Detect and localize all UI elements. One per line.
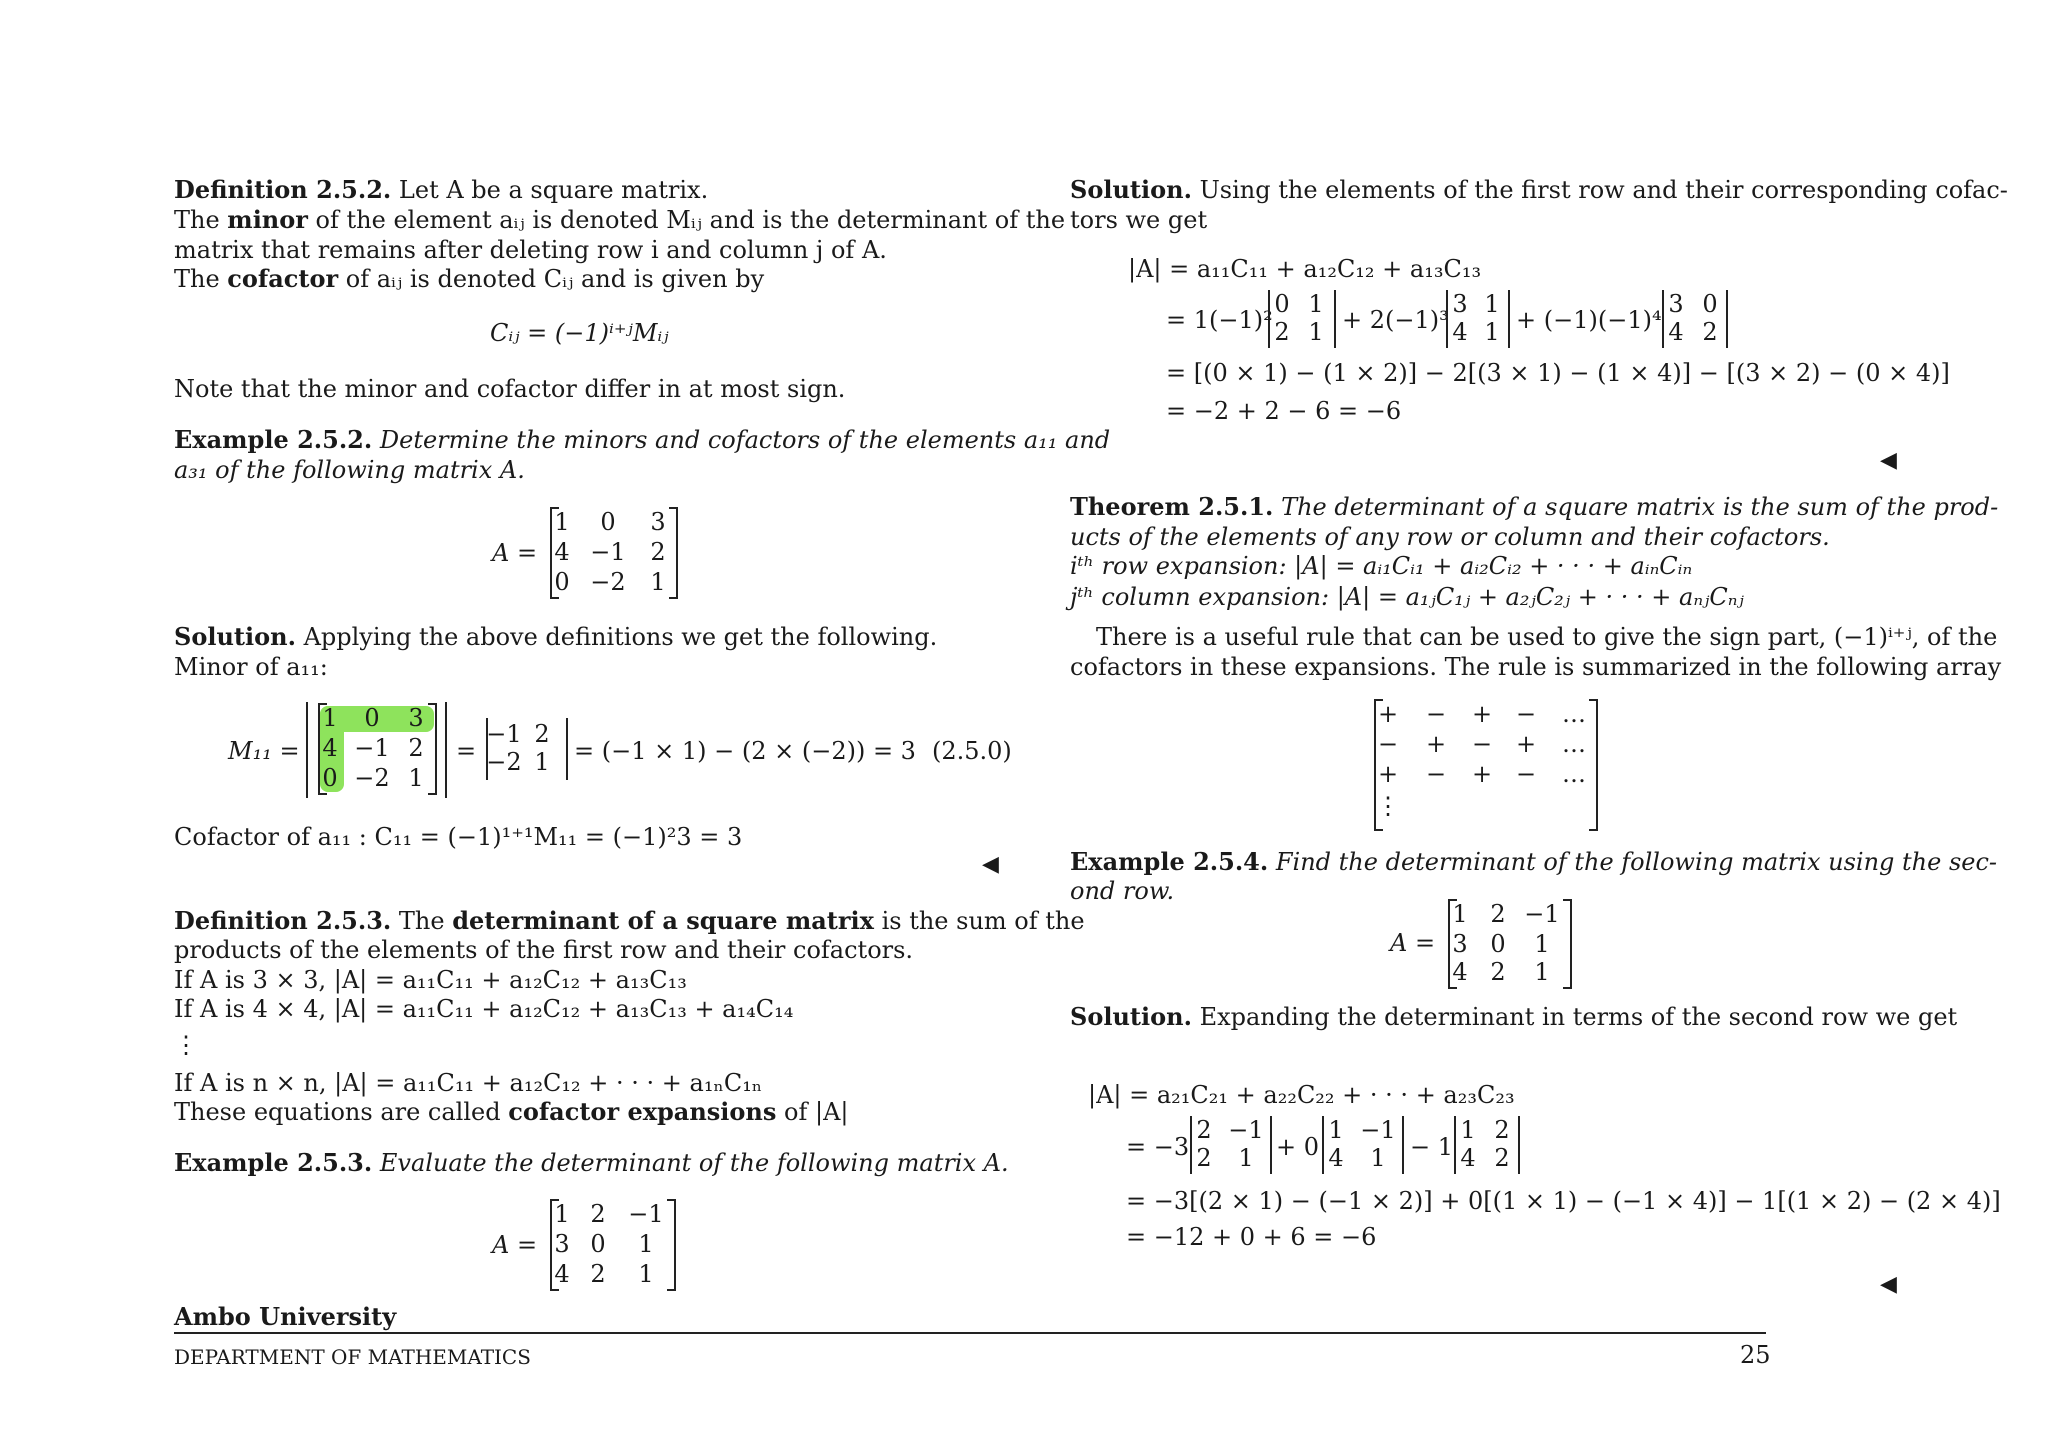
ex252-line1: Example 2.5.2. Determine the minors and cofactors of the elements a₁₁ and <box>174 425 1111 454</box>
matrix-cell: 0 <box>1702 290 1718 318</box>
sign-cell: − <box>1515 700 1537 728</box>
matrix-cell: 3 <box>408 704 424 732</box>
matrix-cell: 0 <box>600 508 616 536</box>
matrix-cell: 2 <box>590 1200 606 1228</box>
matrix-cell: 0 <box>590 1230 606 1258</box>
sign-cell: … <box>1562 700 1586 728</box>
cofactor-of-a11: Cofactor of a₁₁ : C₁₁ = (−1)¹⁺¹M₁₁ = (−1)²3 = 3 <box>174 823 743 851</box>
footer-rule <box>174 1332 1766 1334</box>
matrix-cell: 1 <box>638 1230 654 1258</box>
matrix-cell: 1 <box>1484 318 1500 346</box>
sign-cell: + <box>1425 730 1447 758</box>
matrix-cell: 0 <box>554 568 570 596</box>
matrix-cell: −1 <box>628 1200 664 1228</box>
sol1-eq2-coef3: + (−1)(−1)⁴ <box>1516 306 1662 334</box>
sol2-eq2-coef1: = −3 <box>1126 1133 1190 1161</box>
matrix-cell: −1 <box>590 538 626 566</box>
sol1-line1: Solution. Using the elements of the first row and their corresponding cofac- <box>1070 175 2008 204</box>
matrix-a-ex254 <box>1448 900 1572 988</box>
matrix-cell: 1 <box>650 568 666 596</box>
minor-cofactor-note: Note that the minor and cofactor differ in at most sign. <box>174 375 846 403</box>
ex254-line2: ond row. <box>1070 877 1175 905</box>
sign-rule-para1: There is a useful rule that can be used to give the sign part, (−1)ⁱ⁺ʲ, of the <box>1096 623 1998 651</box>
sol1-eq2-coef1: = 1(−1)² <box>1166 306 1273 334</box>
def253-line4: If A is 4 × 4, |A| = a₁₁C₁₁ + a₁₂C₁₂ + a₁₃C₁₃ + a₁₄C₁₄ <box>174 995 794 1023</box>
sign-cell: ⋮ <box>1376 792 1400 820</box>
cofactor-formula: Cᵢⱼ = (−1)ⁱ⁺ʲMᵢⱼ <box>490 319 669 347</box>
def253-line5: If A is n × n, |A| = a₁₁C₁₁ + a₁₂C₁₂ + · · · + a₁ₙC₁ₙ <box>174 1069 763 1097</box>
matrix-cell: 1 <box>638 1260 654 1288</box>
matrix-a-ex252 <box>550 508 678 598</box>
sol2-det1 <box>1190 1116 1272 1174</box>
matrix-cell: 2 <box>534 720 550 748</box>
page-number: 25 <box>1740 1341 1771 1369</box>
sol1-line2: tors we get <box>1070 206 1208 234</box>
def253-line2: products of the elements of the first row and their cofactors. <box>174 936 914 964</box>
footer-department: DEPARTMENT OF MATHEMATICS <box>174 1345 531 1369</box>
matrix-cell: −2 <box>486 748 522 776</box>
matrix-cell: 1 <box>1328 1116 1344 1144</box>
matrix-cell: 1 <box>322 704 338 732</box>
matrix-a-ex253 <box>550 1200 676 1290</box>
sign-cell: − <box>1377 730 1399 758</box>
matrix-cell: 1 <box>1238 1144 1254 1172</box>
m11-inner-matrix <box>318 704 437 794</box>
matrix-cell: −2 <box>354 764 390 792</box>
matrix-cell: 2 <box>1494 1144 1510 1172</box>
ex252-line2: a₃₁ of the following matrix A. <box>174 456 525 484</box>
matrix-cell: 2 <box>408 734 424 762</box>
matrix-cell: −1 <box>1360 1116 1396 1144</box>
matrix-cell: 4 <box>1328 1144 1344 1172</box>
matrix-cell: 2 <box>1196 1144 1212 1172</box>
matrix-cell: 3 <box>1452 290 1468 318</box>
sign-cell: + <box>1377 760 1399 788</box>
sign-cell: + <box>1471 760 1493 788</box>
def253-line6: These equations are called cofactor expansions of |A| <box>174 1097 849 1126</box>
matrix-cell: −1 <box>1228 1116 1264 1144</box>
matrix-cell: 1 <box>408 764 424 792</box>
thm-line1: Theorem 2.5.1. The determinant of a square matrix is the sum of the prod- <box>1070 492 1999 521</box>
matrix-cell: −1 <box>354 734 390 762</box>
matrix-cell: 3 <box>554 1230 570 1258</box>
sol2-eq1: |A| = a₂₁C₂₁ + a₂₂C₂₂ + · · · + a₂₃C₂₃ <box>1088 1081 1515 1109</box>
matrix-cell: 0 <box>322 764 338 792</box>
sol1-eq3: = [(0 × 1) − (1 × 2)] − 2[(3 × 1) − (1 × 4)] − [(3 × 2) − (0 × 4)] <box>1166 359 1950 387</box>
matrix-a-label: A = <box>1390 929 1436 957</box>
vertical-dots: ⋮ <box>174 1031 198 1059</box>
matrix-cell: 4 <box>1668 318 1684 346</box>
matrix-cell: 1 <box>534 748 550 776</box>
thm-row-expansion: iᵗʰ row expansion: |A| = aᵢ₁Cᵢ₁ + aᵢ₂Cᵢ₂ + · · · + aᵢₙCᵢₙ <box>1070 552 1693 580</box>
matrix-cell: 1 <box>1308 318 1324 346</box>
sign-rule-para2: cofactors in these expansions. The rule is summarized in the following array <box>1070 653 2002 681</box>
thm-line2: ucts of the elements of any row or column and their cofactors. <box>1070 523 1830 551</box>
matrix-cell: 4 <box>1460 1144 1476 1172</box>
def252-line1: Definition 2.5.2. Let A be a square matrix. <box>174 175 709 204</box>
sign-array <box>1374 700 1598 830</box>
sign-cell: + <box>1377 700 1399 728</box>
end-of-solution-icon: ◀ <box>1880 448 1897 473</box>
m11-label: M₁₁ = <box>228 737 300 765</box>
matrix-cell: 0 <box>1274 290 1290 318</box>
matrix-cell: 4 <box>322 734 338 762</box>
matrix-cell: 1 <box>1484 290 1500 318</box>
def252-line3: matrix that remains after deleting row i and column j of A. <box>174 236 887 264</box>
sol1-det3 <box>1662 290 1728 348</box>
sol2-det2 <box>1322 1116 1404 1174</box>
matrix-cell: 2 <box>1494 1116 1510 1144</box>
def252-line2: The minor of the element aᵢⱼ is denoted Mᵢⱼ and is the determinant of the <box>174 205 1066 234</box>
sol2-eq2-coef2: + 0 <box>1276 1133 1320 1161</box>
def253-line1: Definition 2.5.3. The determinant of a square matrix is the sum of the <box>174 906 1085 935</box>
ex253-line1: Example 2.5.3. Evaluate the determinant of the following matrix A. <box>174 1148 1009 1177</box>
matrix-cell: 4 <box>554 538 570 566</box>
matrix-cell: 2 <box>1196 1116 1212 1144</box>
sign-cell: − <box>1425 700 1447 728</box>
matrix-a-label: A = <box>492 539 538 567</box>
matrix-cell: 1 <box>1534 958 1550 986</box>
matrix-cell: 2 <box>1274 318 1290 346</box>
matrix-cell: 3 <box>650 508 666 536</box>
matrix-cell: −1 <box>1524 900 1560 928</box>
matrix-cell: 3 <box>1452 930 1468 958</box>
sign-cell: − <box>1515 760 1537 788</box>
footer-university: Ambo University <box>174 1302 397 1331</box>
sign-cell: … <box>1562 730 1586 758</box>
matrix-cell: 4 <box>1452 958 1468 986</box>
matrix-cell: 2 <box>1490 958 1506 986</box>
matrix-cell: 4 <box>554 1260 570 1288</box>
matrix-cell: 2 <box>590 1260 606 1288</box>
m11-result: = (−1 × 1) − (2 × (−2)) = 3 <box>574 737 916 765</box>
sol2-eq2-coef3: − 1 <box>1410 1133 1454 1161</box>
matrix-cell: 2 <box>1702 318 1718 346</box>
matrix-cell: 2 <box>1490 900 1506 928</box>
matrix-cell: 1 <box>1452 900 1468 928</box>
equals-sign: = <box>456 737 477 765</box>
sign-cell: + <box>1515 730 1537 758</box>
sol1-det1 <box>1268 290 1336 348</box>
sol1-eq1: |A| = a₁₁C₁₁ + a₁₂C₁₂ + a₁₃C₁₃ <box>1128 255 1482 283</box>
sol1-eq4: = −2 + 2 − 6 = −6 <box>1166 397 1402 425</box>
ex252-solution: Solution. Applying the above definitions we get the following. <box>174 622 938 651</box>
ex254-line1: Example 2.5.4. Find the determinant of the following matrix using the sec- <box>1070 847 1998 876</box>
def253-line3: If A is 3 × 3, |A| = a₁₁C₁₁ + a₁₂C₁₂ + a₁₃C₁₃ <box>174 966 687 994</box>
sol1-eq2-coef2: + 2(−1)³ <box>1342 306 1449 334</box>
def252-line4: The cofactor of aᵢⱼ is denoted Cᵢⱼ and is given by <box>174 264 765 293</box>
sign-cell: … <box>1562 760 1586 788</box>
sign-cell: − <box>1425 760 1447 788</box>
minor-of-a11: Minor of a₁₁: <box>174 653 328 681</box>
sign-cell: − <box>1471 730 1493 758</box>
matrix-cell: −1 <box>486 720 522 748</box>
sign-cell: + <box>1471 700 1493 728</box>
matrix-cell: 1 <box>1370 1144 1386 1172</box>
matrix-cell: 1 <box>554 1200 570 1228</box>
equation-number: (2.5.0) <box>932 737 1012 765</box>
matrix-cell: −2 <box>590 568 626 596</box>
sol1-det2 <box>1446 290 1510 348</box>
ex254-solution: Solution. Expanding the determinant in terms of the second row we get <box>1070 1002 1958 1031</box>
matrix-cell: 4 <box>1452 318 1468 346</box>
sol2-eq4: = −12 + 0 + 6 = −6 <box>1126 1223 1377 1251</box>
sol2-det3 <box>1454 1116 1520 1174</box>
matrix-cell: 0 <box>364 704 380 732</box>
end-of-solution-icon: ◀ <box>1880 1272 1897 1297</box>
matrix-cell: 1 <box>1460 1116 1476 1144</box>
matrix-cell: 0 <box>1490 930 1506 958</box>
matrix-cell: 1 <box>1308 290 1324 318</box>
matrix-cell: 1 <box>554 508 570 536</box>
sol2-eq3: = −3[(2 × 1) − (−1 × 2)] + 0[(1 × 1) − (−1 × 4)] − 1[(1 × 2) − (2 × 4)] <box>1126 1187 2001 1215</box>
matrix-a-label: A = <box>492 1231 538 1259</box>
matrix-cell: 2 <box>650 538 666 566</box>
thm-column-expansion: jᵗʰ column expansion: |A| = a₁ⱼC₁ⱼ + a₂ⱼC₂ⱼ + · · · + aₙⱼCₙⱼ <box>1070 583 1744 611</box>
m11-reduced-determinant <box>486 718 568 780</box>
matrix-cell: 3 <box>1668 290 1684 318</box>
end-of-solution-icon: ◀ <box>982 852 999 877</box>
m11-determinant <box>306 702 447 798</box>
matrix-cell: 1 <box>1534 930 1550 958</box>
